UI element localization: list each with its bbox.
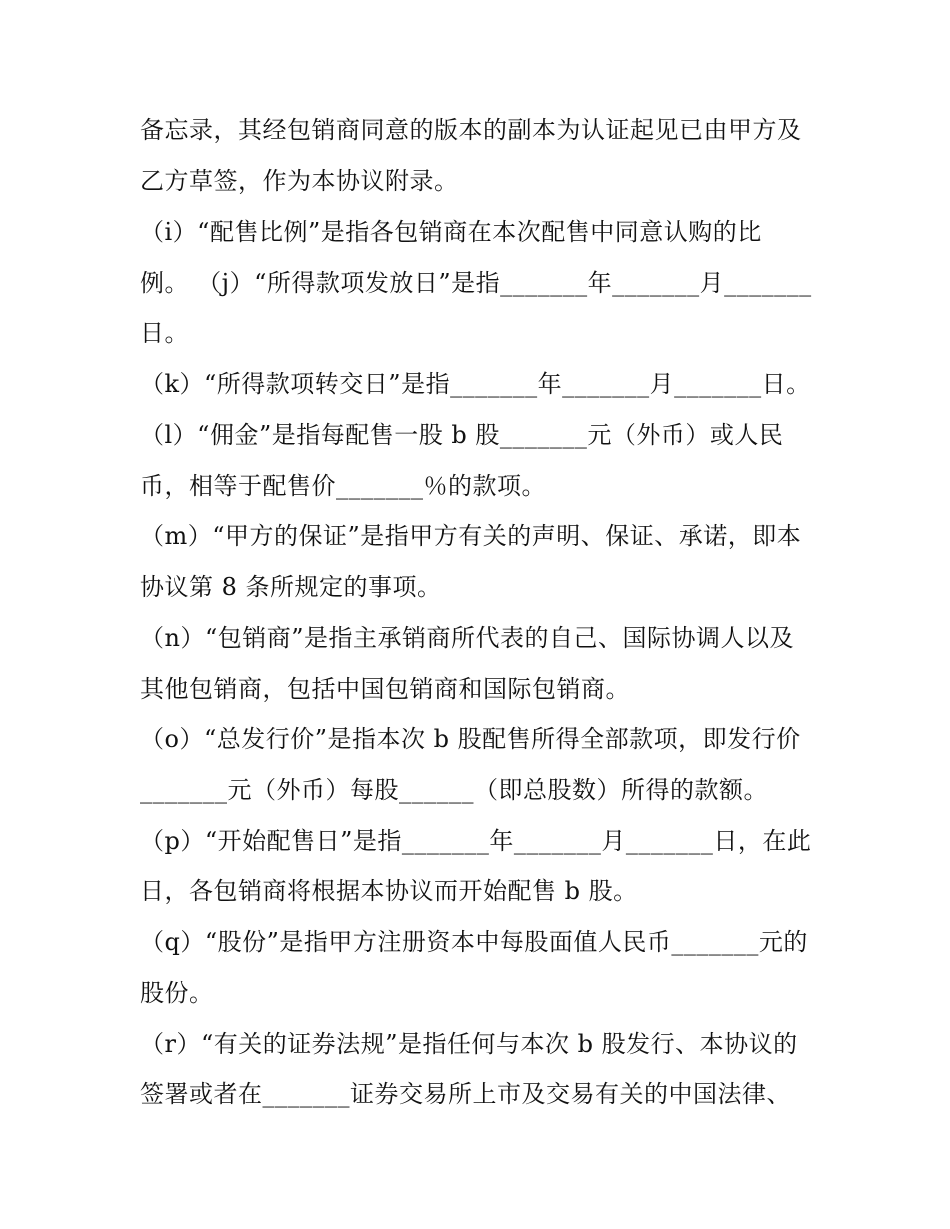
text-line: 签署或者在_______证券交易所上市及交易有关的中国法律、 (140, 1080, 791, 1108)
text-line: （k）“所得款项转交日”是指_______年_______月_______日。 (140, 370, 811, 398)
text-line: （r）“有关的证券法规”是指任何与本次 b 股发行、本协议的 (140, 1030, 798, 1058)
text-line: 例。 （j）“所得款项发放日”是指_______年_______月_______ (140, 269, 812, 297)
text-line: 其他包销商，包括中国包销商和国际包销商。 (140, 675, 630, 703)
text-line: （l）“佣金”是指每配售一股 b 股_______元（外币）或人民 (140, 421, 784, 449)
text-line: （i）“配售比例”是指各包销商在本次配售中同意认购的比 (140, 218, 762, 246)
text-line: 股份。 (140, 979, 214, 1007)
text-line: _______元（外币）每股______（即总股数）所得的款额。 (140, 776, 768, 804)
text-line: 协议第 8 条所规定的事项。 (140, 573, 442, 601)
text-line: 乙方草签，作为本协议附录。 (140, 167, 459, 195)
text-line: （m）“甲方的保证”是指甲方有关的声明、保证、承诺，即本 (140, 522, 802, 550)
text-line: （o）“总发行价”是指本次 b 股配售所得全部款项，即发行价 (140, 725, 801, 753)
text-line: 日，各包销商将根据本协议而开始配售 b 股。 (140, 877, 638, 905)
text-line: 币，相等于配售价_______％的款项。 (140, 472, 546, 500)
text-line: （n）“包销商”是指主承销商所代表的自己、国际协调人以及 (140, 624, 794, 652)
text-line: （q）“股份”是指甲方注册资本中每股面值人民币_______元的 (140, 928, 808, 956)
text-line: 日。 (140, 319, 189, 347)
text-line: 备忘录，其经包销商同意的版本的副本为认证起见已由甲方及 (140, 116, 802, 144)
text-line: （p）“开始配售日”是指_______年_______月_______日，在此 (140, 827, 812, 855)
